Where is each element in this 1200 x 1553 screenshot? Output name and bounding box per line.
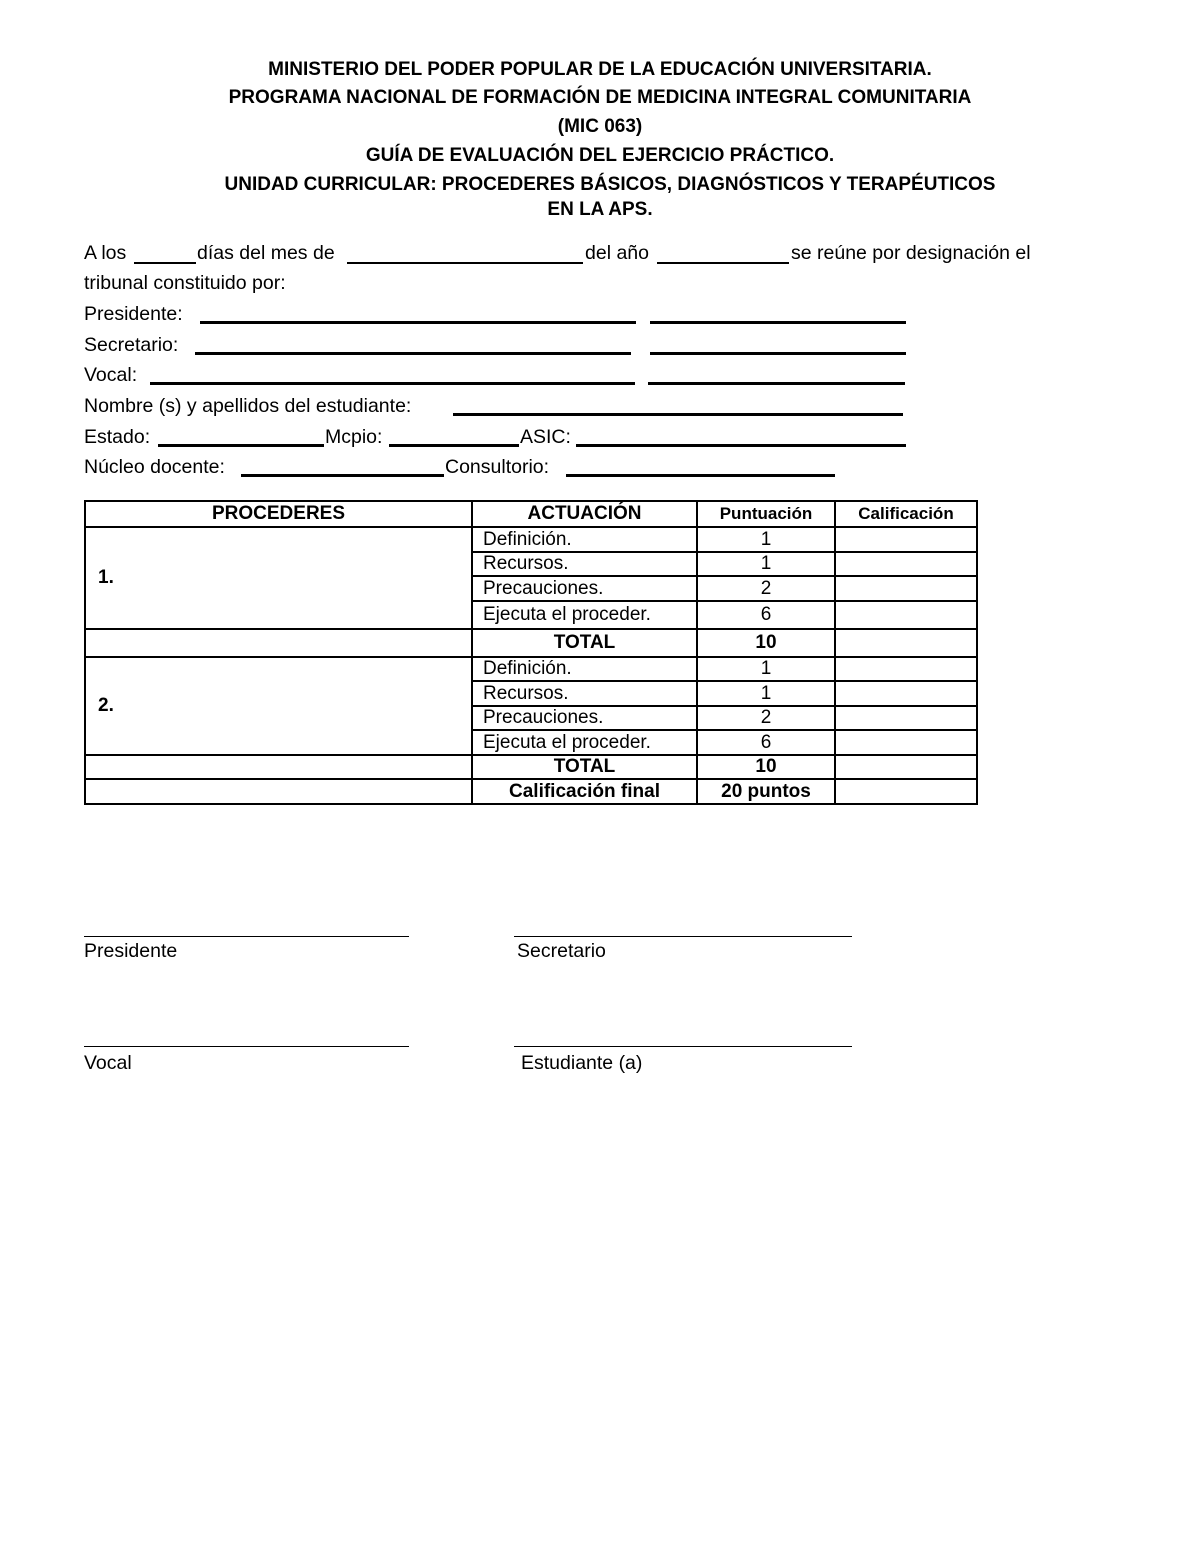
proceder-2-cell[interactable] <box>85 657 472 755</box>
anio-blank[interactable] <box>657 262 789 264</box>
presidente-label: Presidente: <box>84 303 183 325</box>
table-row <box>85 527 977 552</box>
mcpio-field[interactable] <box>389 444 519 447</box>
total-value: 10 <box>697 629 835 657</box>
final-row <box>85 779 977 804</box>
calificacion-cell[interactable] <box>835 755 977 780</box>
intro-tribunal: tribunal constituido por: <box>84 272 286 294</box>
empty-cell <box>85 755 472 780</box>
asic-label: ASIC: <box>520 426 571 448</box>
final-value: 20 puntos <box>697 779 835 804</box>
actuacion-cell: Ejecuta el proceder. <box>472 730 697 755</box>
header-line-2: PROGRAMA NACIONAL DE FORMACIÓN DE MEDICINA INTEGRAL COMUNITARIA <box>228 87 972 108</box>
total-row-1 <box>85 629 977 657</box>
total-label: TOTAL <box>472 629 697 657</box>
final-label: Calificación final <box>472 779 697 804</box>
vocal-extra-field[interactable] <box>648 382 905 385</box>
mcpio-label: Mcpio: <box>325 426 383 448</box>
evaluation-table <box>84 500 978 805</box>
actuacion-cell: Definición. <box>472 657 697 682</box>
calificacion-cell[interactable] <box>835 681 977 706</box>
presidente-extra-field[interactable] <box>650 321 906 324</box>
empty-cell <box>85 779 472 804</box>
estado-field[interactable] <box>158 444 324 447</box>
total-value: 10 <box>697 755 835 780</box>
proceder-2-label: 2. <box>98 695 114 716</box>
presidente-signature-label: Presidente <box>84 940 178 962</box>
total-row-2 <box>85 755 977 780</box>
puntuacion-cell: 6 <box>697 601 835 629</box>
puntuacion-cell: 2 <box>697 706 835 731</box>
dias-blank[interactable] <box>134 262 196 264</box>
intro-dias-del-mes: días del mes de <box>197 242 335 264</box>
actuacion-cell: Definición. <box>472 527 697 552</box>
header-line-3: (MIC 063) <box>557 116 643 137</box>
header-puntuacion: Puntuación <box>697 501 835 527</box>
nucleo-field[interactable] <box>241 474 444 477</box>
estado-label: Estado: <box>84 426 151 448</box>
header-line-1: MINISTERIO DEL PODER POPULAR DE LA EDUCACIÓN UNIVERSITARIA. <box>268 59 932 80</box>
calificacion-cell[interactable] <box>835 706 977 731</box>
actuacion-cell: Ejecuta el proceder. <box>472 601 697 629</box>
proceder-1-label: 1. <box>98 567 114 589</box>
puntuacion-cell: 1 <box>697 657 835 682</box>
puntuacion-cell: 6 <box>697 730 835 755</box>
consultorio-field[interactable] <box>566 474 835 477</box>
header-line-5: UNIDAD CURRICULAR: PROCEDERES BÁSICOS, DIAGNÓSTICOS Y TERAPÉUTICOS <box>224 174 996 195</box>
actuacion-cell: Recursos. <box>472 552 697 577</box>
calificacion-cell[interactable] <box>835 730 977 755</box>
calificacion-cell[interactable] <box>835 527 977 552</box>
header-actuacion: ACTUACIÓN <box>472 501 697 527</box>
intro-se-reune: se reúne por designación el <box>791 242 1031 264</box>
table-header-row <box>85 501 977 527</box>
nucleo-label: Núcleo docente: <box>84 456 225 478</box>
mes-blank[interactable] <box>347 262 583 264</box>
estudiante-signature-label: Estudiante (a) <box>521 1052 643 1074</box>
secretario-signature-label: Secretario <box>517 940 606 962</box>
header-line-6: EN LA APS. <box>547 199 653 220</box>
presidente-name-field[interactable] <box>200 321 636 324</box>
empty-cell <box>85 629 472 657</box>
intro-a-los: A los <box>84 242 127 264</box>
calificacion-cell[interactable] <box>835 601 977 629</box>
nombre-label: Nombre (s) y apellidos del estudiante: <box>84 395 412 417</box>
calificacion-cell[interactable] <box>835 657 977 682</box>
puntuacion-cell: 1 <box>697 552 835 577</box>
actuacion-cell: Recursos. <box>472 681 697 706</box>
presidente-signature-line[interactable] <box>84 936 409 937</box>
calificacion-final-cell[interactable] <box>835 779 977 804</box>
vocal-name-field[interactable] <box>150 382 635 385</box>
intro-del-anio: del año <box>585 242 649 264</box>
vocal-signature-label: Vocal <box>84 1052 132 1074</box>
actuacion-cell: Precauciones. <box>472 576 697 601</box>
calificacion-cell[interactable] <box>835 552 977 577</box>
vocal-signature-line[interactable] <box>84 1046 409 1047</box>
secretario-signature-line[interactable] <box>514 936 852 937</box>
vocal-label: Vocal: <box>84 364 138 386</box>
nombre-field[interactable] <box>453 413 903 416</box>
secretario-name-field[interactable] <box>195 352 631 355</box>
actuacion-cell: Precauciones. <box>472 706 697 731</box>
header-procederes: PROCEDERES <box>85 501 472 527</box>
secretario-label: Secretario: <box>84 334 179 356</box>
consultorio-label: Consultorio: <box>445 456 550 478</box>
header-calificacion: Calificación <box>835 501 977 527</box>
puntuacion-cell: 1 <box>697 527 835 552</box>
table-row <box>85 657 977 682</box>
total-label: TOTAL <box>472 755 697 780</box>
calificacion-cell[interactable] <box>835 629 977 657</box>
estudiante-signature-line[interactable] <box>514 1046 852 1047</box>
proceder-1-cell[interactable] <box>85 527 472 629</box>
puntuacion-cell: 1 <box>697 681 835 706</box>
header-line-4: GUÍA DE EVALUACIÓN DEL EJERCICIO PRÁCTICO. <box>365 145 835 166</box>
secretario-extra-field[interactable] <box>650 352 906 355</box>
calificacion-cell[interactable] <box>835 576 977 601</box>
asic-field[interactable] <box>576 444 906 447</box>
puntuacion-cell: 2 <box>697 576 835 601</box>
